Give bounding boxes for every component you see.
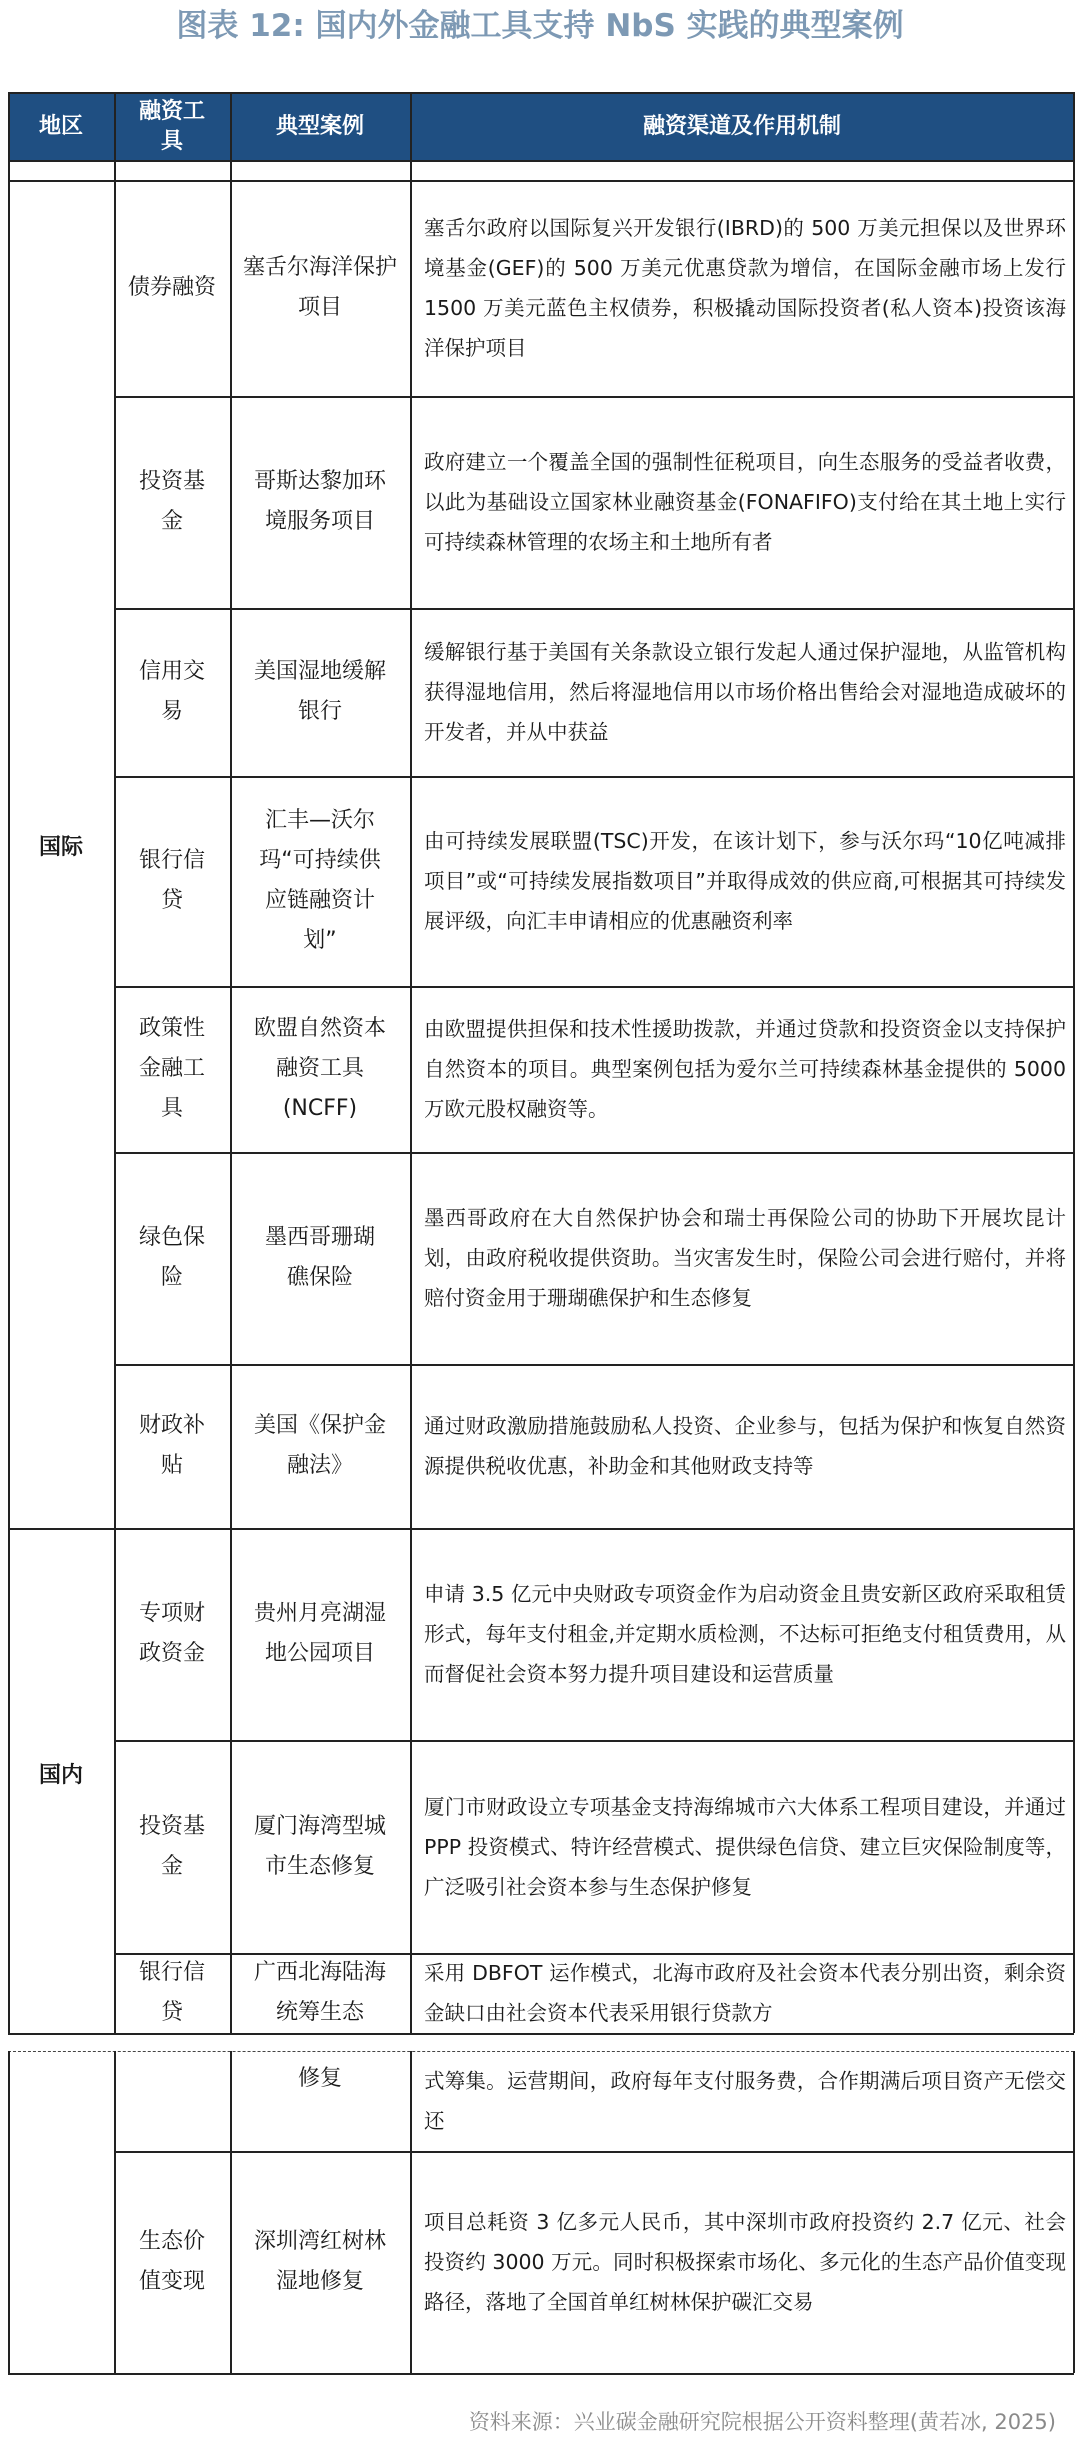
- mechanism-cell: 缓解银行基于美国有关条款设立银行发起人通过保护湿地，从监管机构获得湿地信用，然后将湿地信用以市场价格出售给会对湿地造成破坏的开发者，并从中获益: [424, 640, 1066, 744]
- tool-cell: 生态价值变现: [138, 2229, 205, 2294]
- figure-title: 图表 12: 国内外金融工具支持 NbS 实践的典型案例: [176, 8, 904, 44]
- row-divider: [8, 1528, 1074, 1530]
- case-cell: 深圳湾红树林湿地修复: [253, 2229, 386, 2294]
- table-border: [8, 180, 1074, 182]
- tool-cell: 财政补贴: [138, 1413, 205, 1478]
- table-border: [8, 160, 1074, 162]
- mechanism-cell: 由可持续发展联盟(TSC)开发，在该计划下，参与沃尔玛“10亿吨减排项目”或“可持续发展指数项目”并取得成效的供应商,可根据其可持续发展评级，向汇丰申请相应的优惠融资利率: [424, 829, 1066, 933]
- row-divider: [114, 986, 1074, 988]
- case-cell: 墨西哥珊瑚礁保险: [264, 1225, 375, 1290]
- header-tool: 融资工具: [114, 93, 230, 160]
- row-divider: [8, 2033, 1074, 2035]
- column-divider: [410, 2051, 412, 2373]
- column-divider: [230, 2051, 232, 2373]
- tool-cell: 信用交易: [138, 659, 205, 724]
- column-divider: [1073, 92, 1075, 2033]
- tool-cell: [114, 2051, 230, 2151]
- row-divider: [114, 2151, 1074, 2153]
- tool-cell: 专项财政资金: [138, 1601, 205, 1666]
- mechanism-cell: 项目总耗资 3 亿多元人民币，其中深圳市政府投资约 2.7 亿元、社会投资约 3000 万元。同时积极探索市场化、多元化的生态产品价值变现路径，落地了全国首单红树林保护碳汇交易: [424, 2210, 1066, 2314]
- mechanism-cell: 式筹集。运营期间，政府每年支付服务费，合作期满后项目资产无偿交还: [424, 2069, 1066, 2133]
- header-mechanism: 融资渠道及作用机制: [410, 93, 1074, 160]
- case-cell: 塞舌尔海洋保护项目: [242, 255, 397, 320]
- column-divider: [114, 2051, 116, 2373]
- case-cell: 汇丰—沃尔玛“可持续供应链融资计划”: [259, 808, 381, 953]
- case-cell: 贵州月亮湖湿地公园项目: [253, 1601, 386, 1666]
- column-divider: [8, 92, 10, 2033]
- tool-cell: 政策性金融工具: [138, 1016, 205, 1121]
- row-divider: [114, 1152, 1074, 1154]
- region-domestic: 国内: [38, 1763, 83, 1788]
- region-international: 国际: [38, 834, 83, 860]
- column-divider: [8, 2051, 10, 2373]
- mechanism-cell: 厦门市财政设立专项基金支持海绵城市六大体系工程项目建设，并通过 PPP 投资模式、特许经营模式、提供绿色信贷、建立巨灾保险制度等，广泛吸引社会资本参与生态保护修复: [424, 1794, 1066, 1899]
- mechanism-cell: 塞舌尔政府以国际复兴开发银行(IBRD)的 500 万美元担保以及世界环境基金(GEF)的 500 万美元优惠贷款为增信，在国际金融市场上发行 1500 万美元蓝色主权债券，积极撬动国际投资者(私人资本)投资该海洋保护项目: [424, 216, 1066, 360]
- source-note: 资料来源：兴业碳金融研究院根据公开资料整理(黄若冰, 2025): [468, 2410, 1056, 2434]
- row-divider: [114, 1740, 1074, 1742]
- row-divider: [114, 776, 1074, 778]
- tool-cell: 银行信贷: [138, 1960, 205, 2025]
- tool-cell: 绿色保险: [138, 1225, 205, 1290]
- column-divider: [114, 92, 116, 2033]
- case-cell: 美国《保护金融法》: [254, 1413, 387, 1478]
- case-cell: 美国湿地缓解银行: [254, 659, 387, 724]
- header-region: 地区: [8, 93, 114, 160]
- mechanism-cell: 申请 3.5 亿元中央财政专项资金作为启动资金且贵安新区政府采取租赁形式，每年支付租金,并定期水质检测，不达标可拒绝支付租赁费用，从而督促社会资本努力提升项目建设和运营质量: [424, 1582, 1067, 1686]
- mechanism-cell: 由欧盟提供担保和技术性援助拨款，并通过贷款和投资资金以支持保护自然资本的项目。典型案例包括为爱尔兰可持续森林基金提供的 5000 万欧元股权融资等。: [424, 1017, 1066, 1121]
- case-cell: 欧盟自然资本融资工具(NCFF): [253, 1016, 386, 1121]
- page-break-line: [8, 2051, 1074, 2052]
- row-divider: [114, 608, 1074, 610]
- row-divider: [114, 396, 1074, 398]
- tool-cell: 债券融资: [127, 275, 216, 300]
- row-divider: [114, 1364, 1074, 1366]
- tool-cell: 投资基金: [138, 469, 205, 534]
- column-divider: [410, 92, 412, 2033]
- tool-cell: 投资基金: [138, 1813, 205, 1879]
- row-divider: [114, 1953, 1074, 1955]
- case-cell: 厦门海湾型城市生态修复: [253, 1813, 386, 1879]
- case-cell: 修复: [297, 2066, 342, 2091]
- tool-cell: 银行信贷: [138, 848, 205, 913]
- column-divider: [230, 92, 232, 2033]
- header-case: 典型案例: [230, 93, 410, 160]
- table-border: [8, 92, 1074, 94]
- case-cell: 广西北海陆海统筹生态: [253, 1960, 386, 2025]
- table-border: [8, 2373, 1074, 2375]
- mechanism-cell: 通过财政激励措施鼓励私人投资、企业参与，包括为保护和恢复自然资源提供税收优惠，补助金和其他财政支持等: [424, 1414, 1066, 1478]
- mechanism-cell: 政府建立一个覆盖全国的强制性征税项目，向生态服务的受益者收费，以此为基础设立国家林业融资基金(FONAFIFO)支付给在其土地上实行可持续森林管理的农场主和土地所有者: [424, 450, 1066, 554]
- mechanism-cell: 墨西哥政府在大自然保护协会和瑞士再保险公司的协助下开展坎昆计划，由政府税收提供资助。当灾害发生时，保险公司会进行赔付，并将赔付资金用于珊瑚礁保护和生态修复: [424, 1206, 1066, 1310]
- mechanism-cell: 采用 DBFOT 运作模式，北海市政府及社会资本代表分别出资，剩余资金缺口由社会资本代表采用银行贷款方: [424, 1961, 1066, 2025]
- column-divider: [1073, 2051, 1075, 2373]
- case-cell: 哥斯达黎加环境服务项目: [254, 469, 387, 534]
